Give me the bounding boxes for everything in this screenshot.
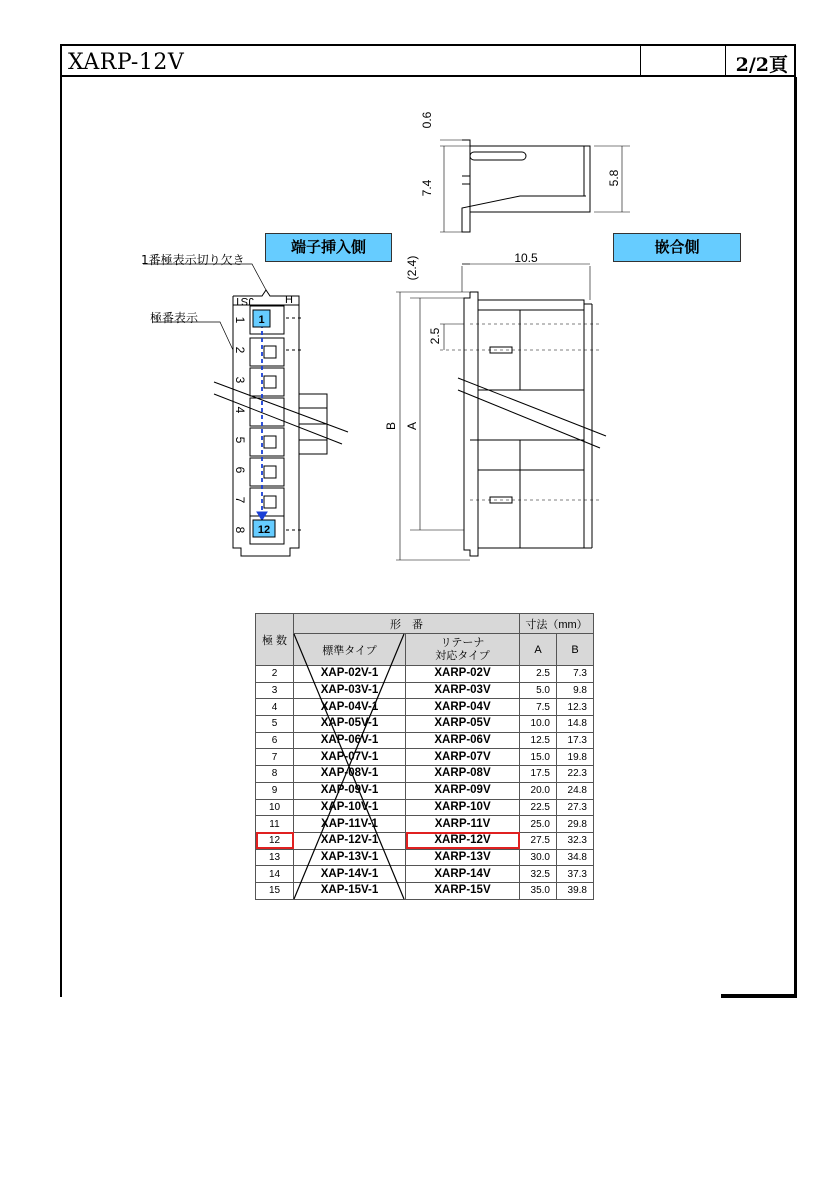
dim-a-cell: 25.0 (520, 816, 557, 833)
header-retainer-line2: 対応タイプ (435, 649, 490, 662)
dim-b-cell: 14.8 (557, 716, 594, 733)
retainer-part-cell: XARP-02V (406, 666, 520, 683)
retainer-part-cell: XARP-09V (406, 782, 520, 799)
page-title: XARP-12V (68, 50, 185, 75)
retainer-part-cell: XARP-10V (406, 799, 520, 816)
pole-count-cell: 11 (256, 816, 294, 833)
page-number: 2/2頁 (735, 54, 788, 76)
header-poles: 極 数 (256, 614, 294, 666)
pole-count-cell: 14 (256, 866, 294, 883)
pole-count-cell: 13 (256, 849, 294, 866)
dim-a-cell: 15.0 (520, 749, 557, 766)
dim-b-cell: 39.8 (557, 882, 594, 899)
retainer-part-cell: XARP-14V (406, 866, 520, 883)
dim-a-cell: 17.5 (520, 766, 557, 783)
dim-b-cell: 24.8 (557, 782, 594, 799)
retainer-part-cell: XARP-13V (406, 849, 520, 866)
dim-a-cell: 27.5 (520, 832, 557, 849)
dim-b-cell: 32.3 (557, 832, 594, 849)
retainer-part-cell: XARP-12V (406, 832, 520, 849)
header-retainer-line1: リテーナ (440, 636, 485, 649)
pole-number-callout: 極番表示 (150, 311, 199, 325)
dim-top-height: 7.4 (420, 179, 434, 197)
pin-number: 1 (233, 316, 247, 324)
dim-b-cell: 17.3 (557, 732, 594, 749)
retainer-part-cell: XARP-04V (406, 699, 520, 716)
header-dims: 寸法（mm） (520, 614, 594, 634)
standard-part-cell: XAP-10V-1 (294, 799, 406, 816)
pin-number: 6 (233, 466, 247, 474)
pole-count-cell: 15 (256, 882, 294, 899)
pole-count-cell: 4 (256, 699, 294, 716)
dim-b-cell: 7.3 (557, 666, 594, 683)
dim-offset: (2.4) (405, 255, 419, 281)
standard-part-cell: XAP-14V-1 (294, 866, 406, 883)
pole-count-cell: 6 (256, 732, 294, 749)
dim-b-cell: 34.8 (557, 849, 594, 866)
dim-a-cell: 32.5 (520, 866, 557, 883)
dim-a-cell: 35.0 (520, 882, 557, 899)
retainer-part-cell: XARP-15V (406, 882, 520, 899)
standard-part-cell: XAP-15V-1 (294, 882, 406, 899)
standard-part-cell: XAP-07V-1 (294, 749, 406, 766)
pole-count-cell: 9 (256, 782, 294, 799)
header-a: A (520, 634, 557, 666)
jst-mark: JST (234, 295, 254, 307)
dim-b-cell: 12.3 (557, 699, 594, 716)
pole-count-cell: 2 (256, 666, 294, 683)
standard-part-cell: XAP-13V-1 (294, 849, 406, 866)
dim-a-cell: 20.0 (520, 782, 557, 799)
standard-part-cell: XAP-11V-1 (294, 816, 406, 833)
pin-number: 8 (233, 526, 247, 534)
dim-b-cell: 37.3 (557, 866, 594, 883)
pole-count-cell: 12 (256, 832, 294, 849)
dim-width: 10.5 (514, 251, 538, 265)
retainer-part-cell: XARP-05V (406, 716, 520, 733)
dim-b-cell: 9.8 (557, 682, 594, 699)
standard-part-cell: XAP-08V-1 (294, 766, 406, 783)
pole-count-cell: 5 (256, 716, 294, 733)
dim-a-cell: 22.5 (520, 799, 557, 816)
pin-last-badge-label: 12 (257, 524, 271, 536)
dim-a: A (405, 421, 419, 431)
dim-a-cell: 2.5 (520, 666, 557, 683)
header-b: B (557, 634, 594, 666)
dim-pitch: 2.5 (428, 327, 442, 345)
insertion-side-badge: 端子挿入側 (265, 233, 392, 262)
pole-count-cell: 3 (256, 682, 294, 699)
dim-b-cell: 27.3 (557, 799, 594, 816)
dim-b-cell: 22.3 (557, 766, 594, 783)
retainer-part-cell: XARP-11V (406, 816, 520, 833)
h-mark: H (285, 294, 293, 306)
dim-a-cell: 10.0 (520, 716, 557, 733)
standard-part-cell: XAP-09V-1 (294, 782, 406, 799)
standard-part-cell: XAP-05V-1 (294, 716, 406, 733)
header-standard: 標準タイプ (294, 634, 406, 666)
standard-part-cell: XAP-02V-1 (294, 666, 406, 683)
pin-first-badge-label: 1 (258, 314, 265, 326)
dim-b-cell: 29.8 (557, 816, 594, 833)
dim-a-cell: 7.5 (520, 699, 557, 716)
retainer-part-cell: XARP-07V (406, 749, 520, 766)
dim-top-gap: 0.6 (420, 111, 434, 129)
pole-count-cell: 10 (256, 799, 294, 816)
standard-part-cell: XAP-04V-1 (294, 699, 406, 716)
standard-part-cell: XAP-06V-1 (294, 732, 406, 749)
standard-part-cell: XAP-03V-1 (294, 682, 406, 699)
dim-a-cell: 5.0 (520, 682, 557, 699)
pin-number: 7 (233, 496, 247, 504)
pin1-notch-callout: 1番極表示切り欠き (141, 253, 245, 267)
dim-b: B (384, 421, 398, 431)
dim-a-cell: 12.5 (520, 732, 557, 749)
dim-b-cell: 19.8 (557, 749, 594, 766)
pin-number: 3 (233, 376, 247, 384)
retainer-part-cell: XARP-06V (406, 732, 520, 749)
retainer-part-cell: XARP-03V (406, 682, 520, 699)
pin-number: 2 (233, 346, 247, 354)
standard-part-cell: XAP-12V-1 (294, 832, 406, 849)
pole-count-cell: 7 (256, 749, 294, 766)
pin-number: 4 (233, 406, 247, 414)
dim-a-cell: 30.0 (520, 849, 557, 866)
dim-top-right: 5.8 (607, 169, 621, 187)
retainer-part-cell: XARP-08V (406, 766, 520, 783)
mating-side-badge: 嵌合側 (613, 233, 741, 262)
pin-number: 5 (233, 436, 247, 444)
pole-count-cell: 8 (256, 766, 294, 783)
header-model: 形 番 (294, 614, 520, 634)
